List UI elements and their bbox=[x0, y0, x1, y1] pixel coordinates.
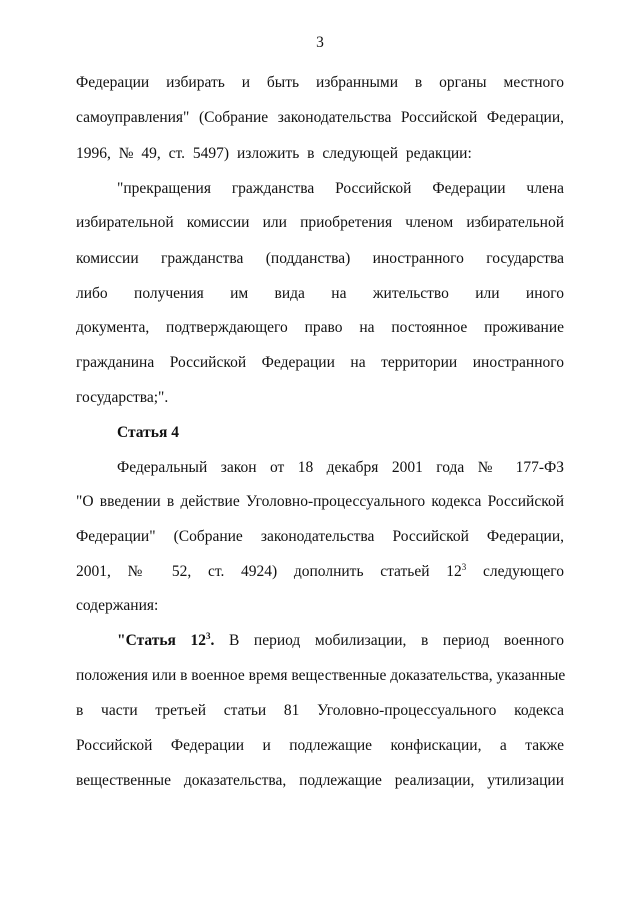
text-line: гражданина Российской Федерации на территории иностранного bbox=[76, 354, 564, 371]
superscript: 3 bbox=[206, 631, 211, 641]
text-line: положения или в военное время вещественные доказательства, указанные bbox=[76, 667, 566, 684]
text-line: "прекращения гражданства Российской Федерации члена bbox=[117, 180, 564, 197]
text-line: "О введении в действие Уголовно-процессуального кодекса Российской bbox=[76, 493, 564, 510]
text-fragment: следующего bbox=[466, 563, 565, 580]
text-line: комиссии гражданства (подданства) иностранного государства bbox=[76, 250, 564, 267]
text-line: либо получения им вида на жительство или иного bbox=[76, 285, 564, 302]
article-ref-bold: . bbox=[210, 632, 215, 649]
text-line bbox=[117, 631, 564, 651]
superscript: 3 bbox=[461, 562, 467, 572]
text-line: вещественные доказательства, подлежащие реализации, утилизации bbox=[76, 772, 564, 789]
article-ref-bold: "Статья 12 bbox=[117, 632, 207, 649]
text-line bbox=[76, 562, 564, 582]
text-line: содержания: bbox=[76, 597, 159, 614]
text-line: государства;". bbox=[76, 389, 169, 406]
text-line: Федерации избирать и быть избранными в органы местного bbox=[76, 74, 564, 91]
text-line: документа, подтверждающего право на постоянное проживание bbox=[76, 319, 564, 336]
text-line: в части третьей статьи 81 Уголовно-процессуального кодекса bbox=[76, 702, 564, 719]
text-line: избирательной комиссии или приобретения членом избирательной bbox=[76, 214, 564, 231]
text-line: самоуправления" (Собрание законодательства Российской Федерации, bbox=[76, 109, 564, 126]
article-heading: Статья 4 bbox=[117, 424, 179, 441]
text-line: Федеральный закон от 18 декабря 2001 года № 177-ФЗ bbox=[117, 459, 564, 476]
text-line: 1996, № 49, ст. 5497) изложить в следующей редакции: bbox=[76, 145, 472, 162]
text-fragment: 2001, № 52, ст. 4924) дополнить статьей 12 bbox=[76, 563, 462, 580]
text-line: Федерации" (Собрание законодательства Российской Федерации, bbox=[76, 528, 564, 545]
text-fragment: В период мобилизации, в период военного bbox=[214, 632, 564, 649]
page-number: 3 bbox=[316, 34, 324, 51]
text-line: Российской Федерации и подлежащие конфискации, а также bbox=[76, 737, 564, 754]
